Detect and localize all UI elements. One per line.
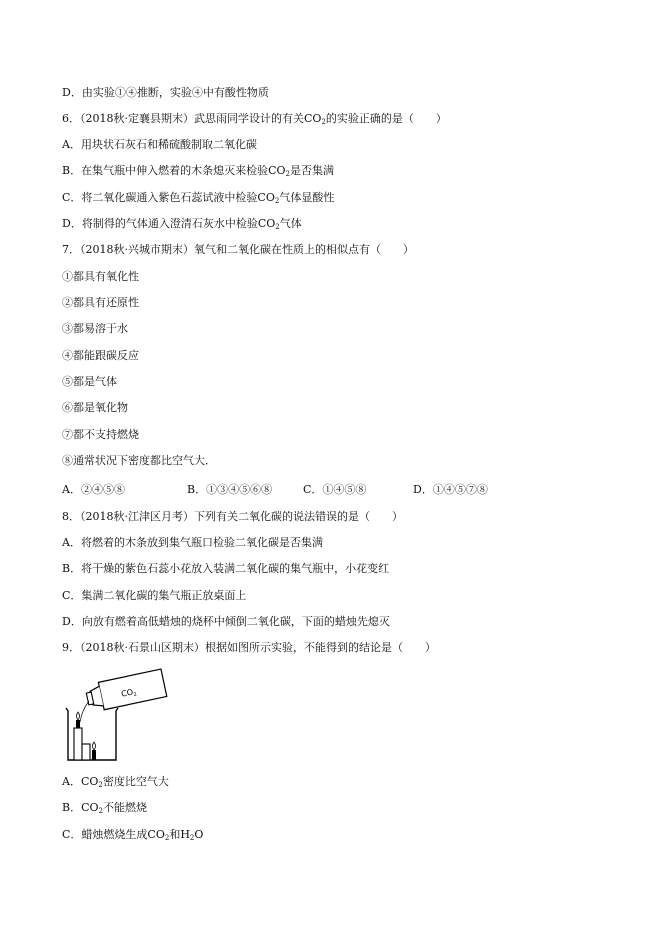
gas-flow bbox=[80, 701, 89, 722]
question-8-stem: 8．（2018秋·江津区月考）下列有关二氧化碳的说法错误的是（ ） bbox=[62, 510, 403, 523]
q7-statement-6: ⑥都是氧化物 bbox=[62, 401, 128, 414]
tall-candle bbox=[76, 720, 80, 728]
q7-statement-4: ④都能跟碳反应 bbox=[62, 349, 139, 362]
q7-statement-2: ②都具有还原性 bbox=[62, 296, 139, 309]
tall-candle-flame bbox=[77, 712, 80, 720]
co2-pouring-experiment-figure bbox=[60, 668, 172, 762]
q9-option-a: A．$CO_2$密度比空气大 bbox=[62, 775, 169, 789]
q7-option-a: A．②④⑤⑧ bbox=[62, 483, 125, 496]
question-9-stem: 9．（2018秋·石景山区期末）根据如图所示实验，不能得到的结论是（ ） bbox=[62, 641, 436, 654]
q8-option-a: A．将燃着的木条放到集气瓶口检验二氧化碳是否集满 bbox=[62, 536, 323, 549]
step-stand bbox=[74, 728, 82, 760]
short-candle-flame bbox=[93, 742, 96, 750]
q7-statement-1: ①都具有氧化性 bbox=[62, 270, 139, 283]
q7-option-c: C．①④⑤⑧ bbox=[303, 483, 367, 496]
q6-option-d: D．将制得的气体通入澄清石灰水中检验$CO_2$气体 bbox=[62, 217, 302, 231]
q6-option-b: B．在集气瓶中伸入燃着的木条熄灭来检验$CO_2$是否集满 bbox=[62, 164, 334, 178]
q6-option-a: A．用块状石灰石和稀硫酸制取二氧化碳 bbox=[62, 138, 257, 151]
q9-option-b: B．$CO_2$不能燃烧 bbox=[62, 801, 147, 815]
q7-option-b: B．①③④⑤⑥⑧ bbox=[187, 483, 273, 496]
q5-option-d: D．由实验①④推断，实验④中有酸性物质 bbox=[62, 86, 269, 99]
q7-option-d: D．①④⑤⑦⑧ bbox=[413, 483, 488, 496]
bottle-label: $CO_2$ bbox=[120, 687, 138, 699]
q7-statement-3: ③都易溶于水 bbox=[62, 322, 128, 335]
q7-statement-8: ⑧通常状况下密度都比空气大． bbox=[62, 454, 216, 467]
q8-option-d: D．向放有燃着高低蜡烛的烧杯中倾倒二氧化碳，下面的蜡烛先熄灭 bbox=[62, 615, 390, 628]
question-6-stem: 6．（2018秋·定襄县期末）武思雨同学设计的有关$CO_2$的实验正确的是（ ） bbox=[62, 112, 447, 126]
q6-option-c: C．将二氧化碳通入紫色石蕊试液中检验$CO_2$气体显酸性 bbox=[62, 191, 335, 205]
q7-statement-5: ⑤都是气体 bbox=[62, 375, 117, 388]
q7-statement-7: ⑦都不支持燃烧 bbox=[62, 428, 139, 441]
experiment-diagram bbox=[60, 668, 172, 762]
q9-option-c: C．蜡烛燃烧生成$CO_2$和$H_2O$ bbox=[62, 828, 204, 842]
q8-option-c: C．集满二氧化碳的集气瓶正放桌面上 bbox=[62, 589, 247, 602]
short-candle bbox=[92, 750, 96, 760]
question-7-stem: 7．（2018秋·兴城市期末）氧气和二氧化碳在性质上的相似点有（ ） bbox=[62, 243, 414, 256]
q8-option-b: B．将干燥的紫色石蕊小花放入装满二氧化碳的集气瓶中，小花变红 bbox=[62, 562, 390, 575]
gas-bottle bbox=[85, 669, 167, 713]
